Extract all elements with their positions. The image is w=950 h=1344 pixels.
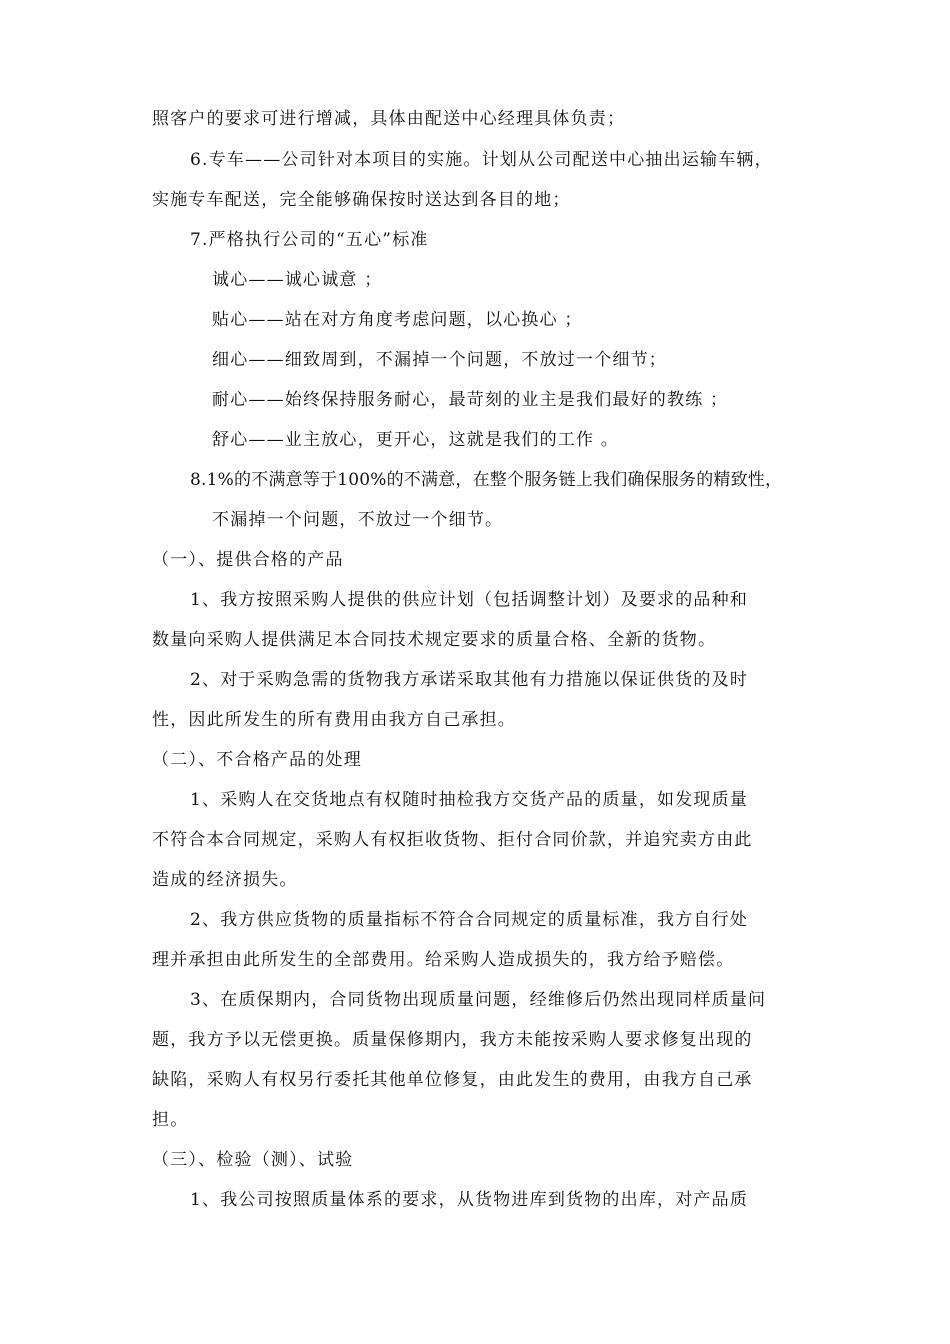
paragraph-line: 1、采购人在交货地点有权随时抽检我方交货产品的质量，如发现质量 (190, 790, 749, 810)
paragraph-line: 理并承担由此所发生的全部费用。给采购人造成损失的，我方给予赔偿。 (152, 950, 735, 970)
paragraph-line: 贴心——站在对方角度考虑问题，以心换心 ； (212, 310, 583, 330)
paragraph-line: 不漏掉一个问题，不放过一个细节。 (212, 510, 504, 530)
paragraph-line: 1、我公司按照质量体系的要求，从货物进库到货物的出库，对产品质 (190, 1190, 749, 1210)
paragraph-line: 2、对于采购急需的货物我方承诺采取其他有力措施以保证供货的及时 (190, 670, 749, 690)
paragraph-line: 1、我方按照采购人提供的供应计划（包括调整计划）及要求的品种和 (190, 590, 749, 610)
paragraph-line: 耐心——始终保持服务耐心，最苛刻的业主是我们最好的教练 ； (212, 390, 729, 410)
paragraph-line: 舒心——业主放心，更开心，这就是我们的工作 。 (212, 430, 620, 450)
paragraph-line: 担。 (152, 1110, 189, 1130)
paragraph-line: 照客户的要求可进行增减，具体由配送中心经理具体负责； (152, 109, 626, 129)
paragraph-line: 实施专车配送，完全能够确保按时送达到各目的地； (152, 190, 571, 210)
paragraph-line: 2、我方供应货物的质量指标不符合合同规定的质量标准，我方自行处 (190, 910, 749, 930)
paragraph-line: 不符合本合同规定，采购人有权拒收货物、拒付合同价款，并追究卖方由此 (152, 830, 753, 850)
paragraph-line: 数量向采购人提供满足本合同技术规定要求的质量合格、全新的货物。 (152, 630, 717, 650)
paragraph-line: 7.严格执行公司的“五心”标准 (190, 230, 429, 250)
paragraph-line: 8.1%的不满意等于100%的不满意，在整个服务链上我们确保服务的精致性， (190, 470, 783, 490)
paragraph-line: 3、在质保期内，合同货物出现质量问题，经维修后仍然出现同样质量问 (190, 990, 767, 1010)
section-heading: （三）、检验（测）、试验 (152, 1150, 354, 1170)
section-heading: （二）、不合格产品的处理 (152, 750, 362, 770)
section-heading: （一）、提供合格的产品 (152, 550, 344, 570)
paragraph-line: 细心——细致周到，不漏掉一个问题，不放过一个细节； (212, 350, 667, 370)
paragraph-line: 诚心——诚心诚意 ； (212, 270, 383, 290)
paragraph-line: 缺陷，采购人有权另行委托其他单位修复，由此发生的费用，由我方自己承 (152, 1070, 753, 1090)
paragraph-line: 题，我方予以无偿更换。质量保修期内，我方未能按采购人要求修复出现的 (152, 1030, 753, 1050)
paragraph-line: 性，因此所发生的所有费用由我方自己承担。 (152, 710, 516, 730)
paragraph-line: 6.专车——公司针对本项目的实施。计划从公司配送中心抽出运输车辆， (190, 150, 773, 170)
paragraph-line: 造成的经济损失。 (152, 870, 298, 890)
